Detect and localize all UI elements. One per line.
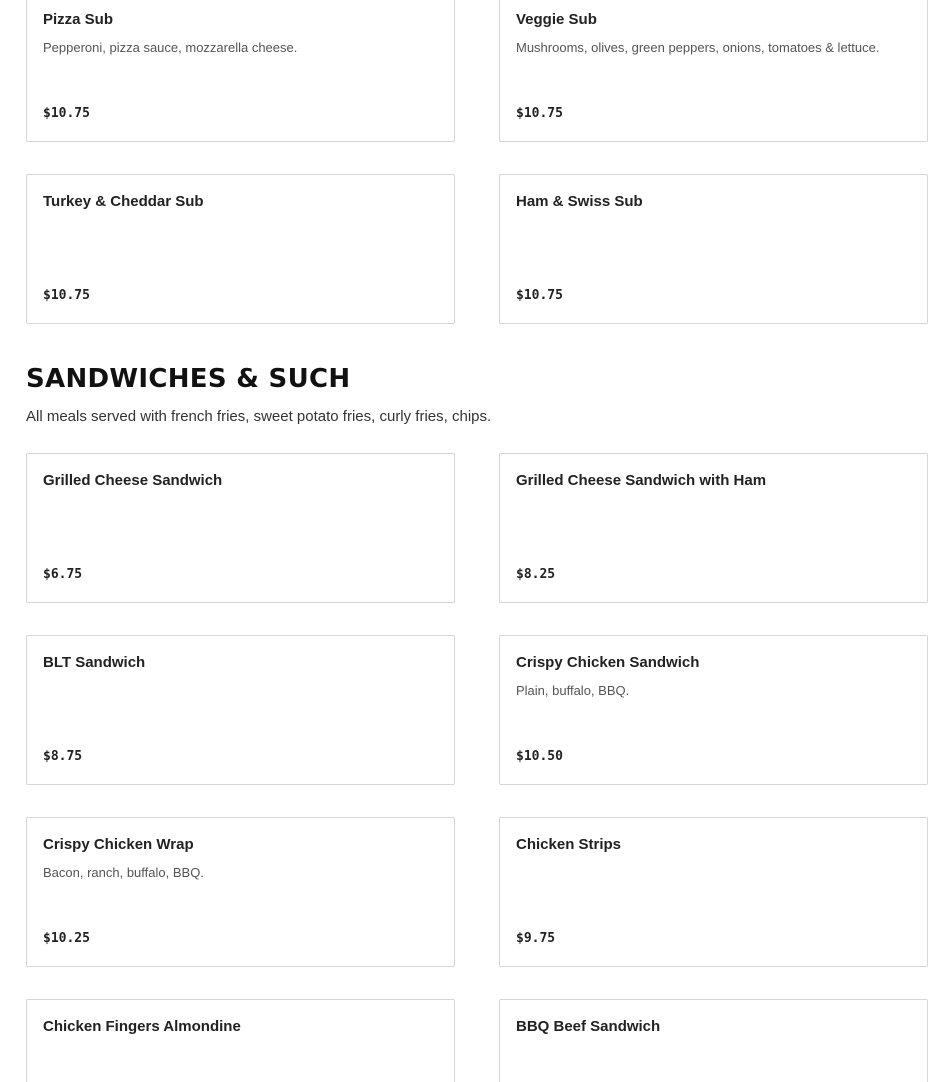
- menu-item-price: $10.75: [516, 106, 563, 121]
- menu-item-price: $10.75: [516, 288, 563, 303]
- menu-item-card[interactable]: [499, 999, 928, 1082]
- section-title: SANDWICHES & SUCH: [26, 364, 351, 394]
- menu-item-name: Pizza Sub: [43, 11, 114, 28]
- menu-item-description: Plain, buffalo, BBQ.: [516, 683, 630, 698]
- menu-item-card[interactable]: [26, 453, 455, 603]
- menu-item-card[interactable]: [26, 0, 455, 142]
- menu-item-price: $10.75: [43, 288, 90, 303]
- menu-item-price: $9.75: [516, 931, 556, 946]
- menu-item-name: Chicken Strips: [516, 836, 622, 853]
- menu-item-card[interactable]: [499, 817, 928, 967]
- menu-item-name: Veggie Sub: [516, 11, 597, 28]
- menu-item-card[interactable]: [26, 174, 455, 324]
- menu-item-card[interactable]: [499, 453, 928, 603]
- menu-item-description: Pepperoni, pizza sauce, mozzarella cheese.: [43, 40, 298, 55]
- menu-item-name: BLT Sandwich: [43, 654, 146, 671]
- menu-item-name: Ham & Swiss Sub: [516, 193, 643, 210]
- menu-item-name: Chicken Fingers Almondine: [43, 1018, 241, 1035]
- menu-item-description: Bacon, ranch, buffalo, BBQ.: [43, 865, 204, 880]
- menu-item-card[interactable]: [499, 174, 928, 324]
- menu-item-price: $6.75: [43, 567, 83, 582]
- menu-item-card[interactable]: [26, 635, 455, 785]
- menu-item-card[interactable]: [499, 0, 928, 142]
- sandwiches-menu-grid: [26, 453, 928, 1082]
- menu-item-card[interactable]: [26, 999, 455, 1082]
- section-description: All meals served with french fries, sweet potato fries, curly fries, chips.: [26, 408, 492, 425]
- menu-item-price: $8.25: [516, 567, 556, 582]
- menu-item-name: Grilled Cheese Sandwich with Ham: [516, 472, 767, 489]
- menu-item-price: $8.75: [43, 749, 83, 764]
- menu-item-card[interactable]: [499, 635, 928, 785]
- menu-item-name: Crispy Chicken Wrap: [43, 836, 194, 853]
- menu-item-name: BBQ Beef Sandwich: [516, 1018, 661, 1035]
- menu-item-price: $10.25: [43, 931, 90, 946]
- subs-menu-grid: [26, 0, 928, 324]
- menu-item-price: $10.50: [516, 749, 563, 764]
- menu-item-card[interactable]: [26, 817, 455, 967]
- menu-item-price: $10.75: [43, 106, 90, 121]
- menu-item-description: Mushrooms, olives, green peppers, onions, tomatoes & lettuce.: [516, 40, 880, 55]
- menu-item-name: Grilled Cheese Sandwich: [43, 472, 223, 489]
- menu-item-name: Crispy Chicken Sandwich: [516, 654, 700, 671]
- menu-item-name: Turkey & Cheddar Sub: [43, 193, 204, 210]
